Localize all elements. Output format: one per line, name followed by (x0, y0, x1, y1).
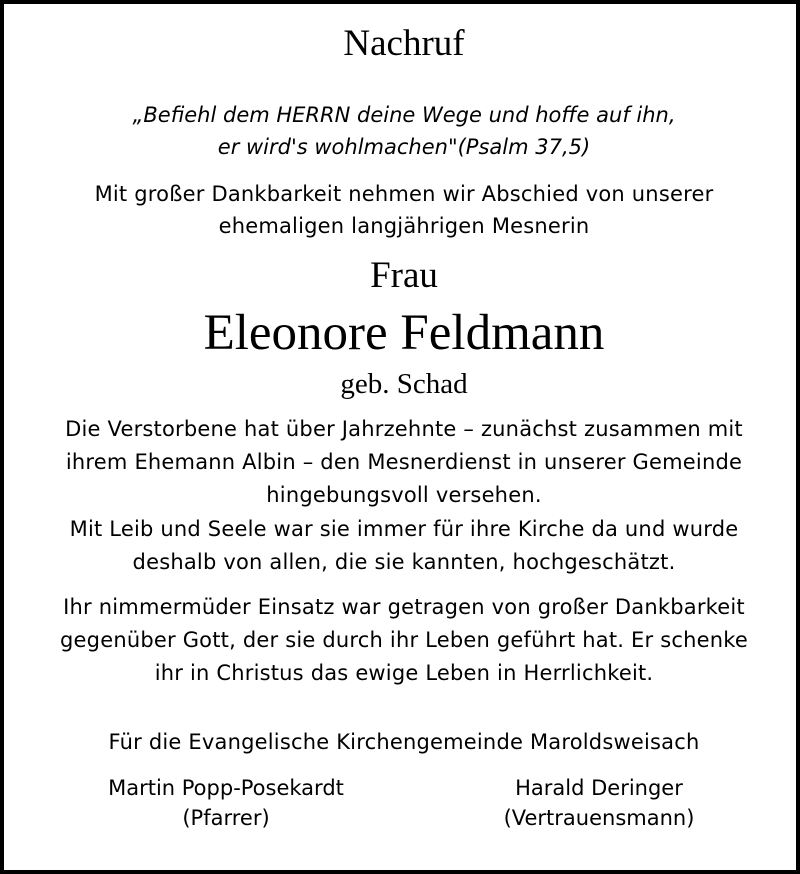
intro-line-2: ehemaligen langjährigen Mesnerin (218, 214, 590, 238)
body2-line-2: gegenüber Gott, der sie durch ihr Leben geführt hat. Er schenke (60, 628, 748, 652)
body1-line-4: Mit Leib und Seele war sie immer für ihre Kirche da und wurde (69, 517, 739, 541)
signatory-1-name: Martin Popp-Posekardt (108, 776, 344, 800)
signatory-2-role: (Vertrauensmann) (503, 806, 695, 830)
maiden-name: geb. Schad (340, 368, 468, 400)
quote-line-1: „Befiehl dem HERRN deine Wege und hoffe auf ihn, (132, 103, 676, 127)
quote-line-2: er wird's wohlmachen"(Psalm 37,5) (217, 135, 591, 159)
deceased-name: Eleonore Feldmann (203, 305, 605, 361)
body1-line-3: hingebungsvoll versehen. (266, 483, 542, 507)
intro-line-1: Mit großer Dankbarkeit nehmen wir Abschied von unserer (94, 182, 714, 206)
salutation: Frau (370, 255, 438, 296)
signatory-1-role: (Pfarrer) (182, 806, 270, 830)
signatory-2-name: Harald Deringer (515, 776, 683, 800)
signatory-1 (56, 776, 396, 830)
notice-title: Nachruf (343, 23, 465, 64)
body2-line-1: Ihr nimmermüder Einsatz war getragen von großer Dankbarkeit (63, 595, 745, 619)
body1-line-5: deshalb von allen, die sie kannten, hochgeschätzt. (132, 550, 676, 574)
organization: Für die Evangelische Kirchengemeinde Maroldsweisach (108, 730, 700, 754)
signatory-2 (434, 776, 764, 830)
body1-line-1: Die Verstorbene hat über Jahrzehnte – zunächst zusammen mit (65, 417, 743, 441)
body1-line-2: ihrem Ehemann Albin – den Mesnerdienst in unserer Gemeinde (65, 450, 743, 474)
body2-line-3: ihr in Christus das ewige Leben in Herrlichkeit. (154, 661, 654, 685)
